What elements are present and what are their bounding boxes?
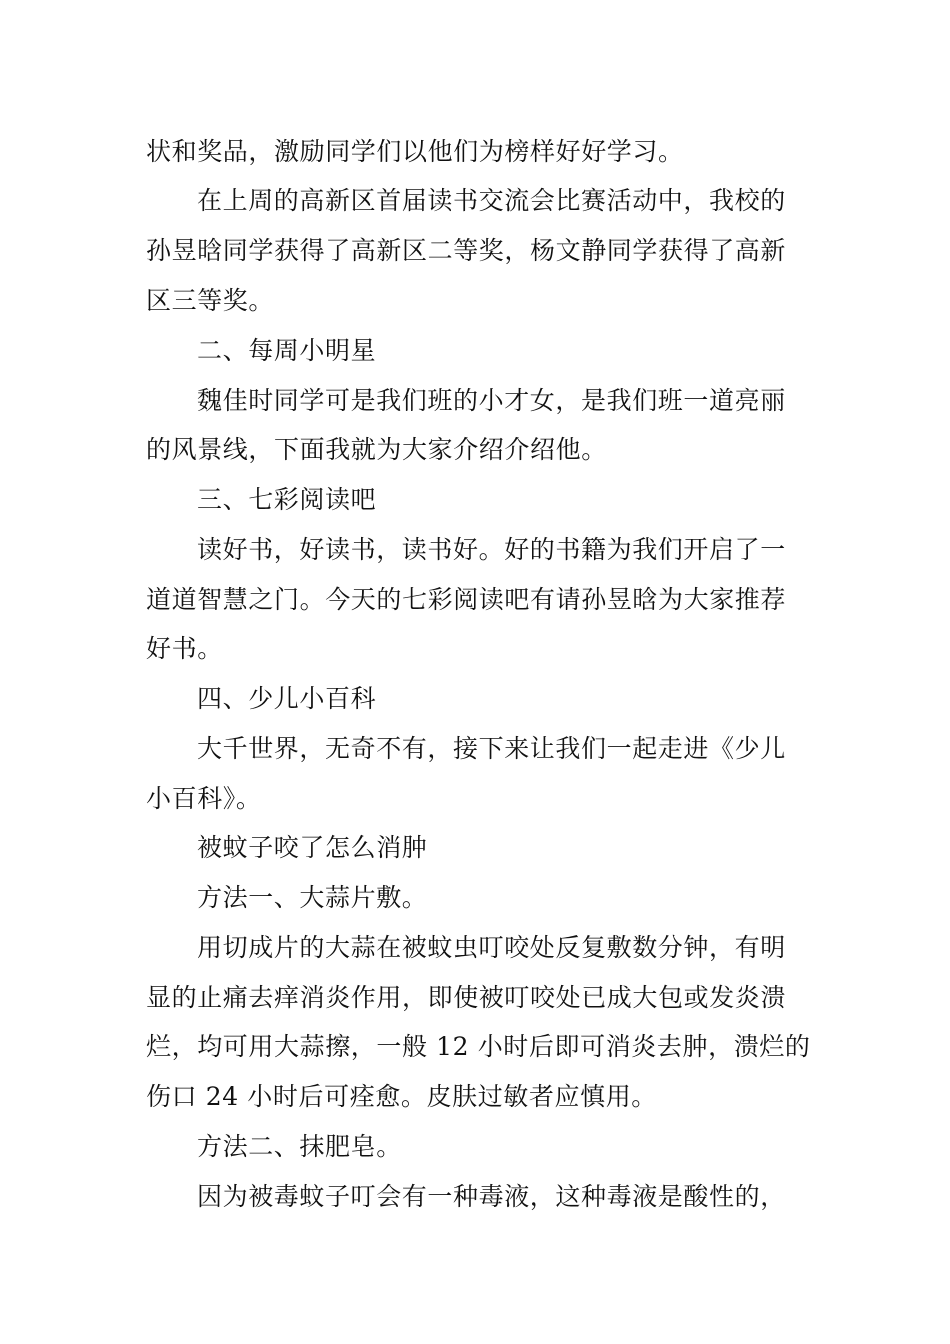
- text-line: 伤口 24 小时后可痊愈。皮肤过敏者应慎用。: [146, 1082, 657, 1111]
- text-line: 区三等奖。: [146, 286, 275, 315]
- section-heading: 二、每周小明星: [197, 336, 377, 365]
- text-line: 显的止痛去痒消炎作用，即使被叮咬处已成大包或发炎溃: [146, 983, 787, 1012]
- text-line: 状和奖品，激励同学们以他们为榜样好好学习。: [146, 137, 684, 166]
- text-line: 烂，均可用大蒜擦，一般 12 小时后即可消炎去肿，溃烂的: [146, 1032, 811, 1061]
- text-line: 好书。: [146, 634, 223, 663]
- method-heading: 方法一、大蒜片敷。: [197, 883, 428, 912]
- text-line: 道道智慧之门。今天的七彩阅读吧有请孙昱晗为大家推荐: [146, 585, 787, 614]
- text-line: 读好书，好读书，读书好。好的书籍为我们开启了一: [197, 535, 786, 564]
- text-line: 小百科》。: [146, 784, 262, 813]
- subheading: 被蚊子咬了怎么消肿: [197, 833, 428, 862]
- text-line: 在上周的高新区首届读书交流会比赛活动中，我校的: [197, 186, 786, 215]
- method-heading: 方法二、抹肥皂。: [197, 1132, 402, 1161]
- section-heading: 三、七彩阅读吧: [197, 485, 377, 514]
- section-heading: 四、少儿小百科: [197, 684, 377, 713]
- text-line: 魏佳时同学可是我们班的小才女，是我们班一道亮丽: [197, 386, 786, 415]
- text-line: 孙昱晗同学获得了高新区二等奖，杨文静同学获得了高新: [146, 236, 787, 265]
- text-line: 的风景线，下面我就为大家介绍介绍他。: [146, 435, 607, 464]
- text-line: 因为被毒蚊子叮会有一种毒液，这种毒液是酸性的，: [197, 1182, 786, 1211]
- text-line: 用切成片的大蒜在被蚊虫叮咬处反复敷数分钟，有明: [197, 933, 786, 962]
- text-line: 大千世界，无奇不有，接下来让我们一起走进《少儿: [197, 734, 786, 763]
